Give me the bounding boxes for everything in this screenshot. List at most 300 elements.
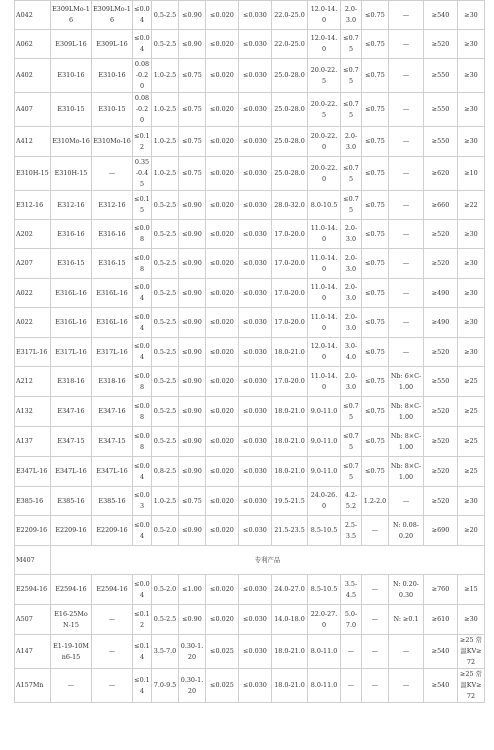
table-cell: ≤0.04 bbox=[133, 30, 152, 59]
table-cell: 2.0-3.0 bbox=[341, 308, 362, 338]
table-cell: — bbox=[389, 338, 424, 367]
table-row-note bbox=[15, 546, 485, 575]
table-cell: ≥550 bbox=[424, 127, 458, 157]
table-cell: 0.5-2.5 bbox=[152, 605, 179, 635]
table-cell: ≥520 bbox=[424, 487, 458, 516]
table-cell: ≤0.75 bbox=[362, 338, 389, 367]
table-cell: ≤0.030 bbox=[239, 308, 272, 338]
table-cell: ≤0.030 bbox=[239, 669, 272, 703]
table-cell: ≥30 bbox=[458, 605, 485, 635]
table-cell: ≤0.020 bbox=[206, 191, 239, 220]
table-cell: ≤0.90 bbox=[179, 457, 206, 487]
table-cell: 1.0-2.5 bbox=[152, 93, 179, 127]
table-cell: E347L-16 bbox=[51, 457, 92, 487]
table-cell: 17.0-20.0 bbox=[272, 279, 308, 308]
table-cell: 0.08-0.20 bbox=[133, 59, 152, 93]
table-cell: ≥25 bbox=[458, 457, 485, 487]
table-row bbox=[15, 308, 485, 338]
table-cell: ≥490 bbox=[424, 308, 458, 338]
table-cell: ≤0.030 bbox=[239, 220, 272, 249]
table-cell: 2.0-3.0 bbox=[341, 127, 362, 157]
table-cell: ≤0.75 bbox=[341, 30, 362, 59]
table-cell: ≥520 bbox=[424, 427, 458, 457]
table-cell: E385-16 bbox=[51, 487, 92, 516]
composition-table bbox=[14, 0, 485, 703]
table-cell: E2209-16 bbox=[51, 516, 92, 546]
table-cell: E316L-16 bbox=[92, 308, 133, 338]
table-cell: A022 bbox=[15, 308, 51, 338]
table-cell: E309LMo-16 bbox=[92, 1, 133, 30]
table-cell: A157Mn bbox=[15, 669, 51, 703]
table-cell: ≤0.75 bbox=[362, 191, 389, 220]
table-cell: ≤0.90 bbox=[179, 308, 206, 338]
table-cell: 21.5-23.5 bbox=[272, 516, 308, 546]
table-cell: ≥520 bbox=[424, 457, 458, 487]
table-cell: ≥30 bbox=[458, 279, 485, 308]
table-cell: ≤0.020 bbox=[206, 93, 239, 127]
table-row bbox=[15, 127, 485, 157]
table-cell: 0.5-2.5 bbox=[152, 279, 179, 308]
table-cell: ≥520 bbox=[424, 249, 458, 279]
table-cell: ≤0.08 bbox=[133, 220, 152, 249]
table-cell: E316L-16 bbox=[92, 279, 133, 308]
table-cell: ≥30 bbox=[458, 338, 485, 367]
table-cell: Nb: 8×C-1.00 bbox=[389, 397, 424, 427]
table-cell: 1.2-2.0 bbox=[362, 487, 389, 516]
table-cell: 12.0-14.0 bbox=[308, 338, 341, 367]
table-cell: 1.0-2.5 bbox=[152, 127, 179, 157]
table-cell: ≤0.04 bbox=[133, 279, 152, 308]
table-cell: 0.5-2.0 bbox=[152, 516, 179, 546]
table-cell: ≤0.020 bbox=[206, 427, 239, 457]
table-cell: 0.5-2.5 bbox=[152, 338, 179, 367]
table-cell: 0.5-2.5 bbox=[152, 427, 179, 457]
table-cell: — bbox=[341, 635, 362, 669]
table-cell: 20.0-22.5 bbox=[308, 93, 341, 127]
table-cell: ≤0.90 bbox=[179, 249, 206, 279]
table-cell: E1-19-10Mn6-15 bbox=[51, 635, 92, 669]
table-row bbox=[15, 279, 485, 308]
table-cell: ≤0.75 bbox=[362, 427, 389, 457]
table-cell: ≤0.75 bbox=[362, 1, 389, 30]
table-cell: 0.5-2.5 bbox=[152, 367, 179, 397]
table-cell: ≥30 bbox=[458, 93, 485, 127]
table-cell: 18.0-21.0 bbox=[272, 669, 308, 703]
table-cell: E316-16 bbox=[92, 220, 133, 249]
table-cell: E317L-16 bbox=[92, 338, 133, 367]
table-cell: 8.5-10.5 bbox=[308, 516, 341, 546]
table-cell: E310-16 bbox=[92, 59, 133, 93]
table-cell: ≤0.020 bbox=[206, 605, 239, 635]
table-cell: E310-15 bbox=[51, 93, 92, 127]
table-cell: 18.0-21.0 bbox=[272, 635, 308, 669]
table-cell: ≥25 bbox=[458, 427, 485, 457]
table-cell: A022 bbox=[15, 279, 51, 308]
table-cell: ≤0.75 bbox=[362, 249, 389, 279]
table-cell: — bbox=[389, 308, 424, 338]
table-body bbox=[15, 1, 485, 703]
table-cell: ≤0.030 bbox=[239, 516, 272, 546]
table-cell: — bbox=[92, 157, 133, 191]
table-cell: E310Mo-16 bbox=[51, 127, 92, 157]
table-cell: ≥30 bbox=[458, 30, 485, 59]
table-cell: — bbox=[389, 59, 424, 93]
table-cell: 2.0-3.0 bbox=[341, 367, 362, 397]
table-cell: 24.0-27.0 bbox=[272, 575, 308, 605]
table-cell: E309L-16 bbox=[51, 30, 92, 59]
table-row bbox=[15, 397, 485, 427]
table-cell: E316L-16 bbox=[51, 308, 92, 338]
table-cell: 11.0-14.0 bbox=[308, 367, 341, 397]
table-cell: ≥540 bbox=[424, 669, 458, 703]
table-cell: — bbox=[341, 669, 362, 703]
table-cell: — bbox=[92, 605, 133, 635]
table-cell: N: 0.08-0.20 bbox=[389, 516, 424, 546]
table-cell: ≤0.020 bbox=[206, 249, 239, 279]
table-cell: E2209-16 bbox=[15, 516, 51, 546]
table-cell: ≤0.020 bbox=[206, 575, 239, 605]
table-cell: ≤0.14 bbox=[133, 669, 152, 703]
table-cell: — bbox=[389, 487, 424, 516]
table-cell: 11.0-14.0 bbox=[308, 279, 341, 308]
table-cell: 3.5-7.0 bbox=[152, 635, 179, 669]
table-cell: ≤0.025 bbox=[206, 635, 239, 669]
table-cell: 2.0-3.0 bbox=[341, 279, 362, 308]
table-cell: ≤0.04 bbox=[133, 575, 152, 605]
table-cell: — bbox=[389, 191, 424, 220]
table-cell: 19.5-21.5 bbox=[272, 487, 308, 516]
table-cell: ≤0.90 bbox=[179, 516, 206, 546]
table-cell: — bbox=[389, 220, 424, 249]
table-cell: E317L-16 bbox=[51, 338, 92, 367]
table-cell: E318-16 bbox=[92, 367, 133, 397]
table-cell: 3.0-4.0 bbox=[341, 338, 362, 367]
table-cell: ≤0.75 bbox=[362, 157, 389, 191]
table-cell: 25.0-28.0 bbox=[272, 59, 308, 93]
table-cell: ≤0.030 bbox=[239, 367, 272, 397]
table-cell: ≥540 bbox=[424, 635, 458, 669]
table-cell: ≤0.90 bbox=[179, 367, 206, 397]
table-cell: 8.0-10.5 bbox=[308, 191, 341, 220]
table-cell: ≤1.00 bbox=[179, 575, 206, 605]
table-cell: A212 bbox=[15, 367, 51, 397]
table-cell: ≤0.75 bbox=[341, 457, 362, 487]
table-cell: ≥760 bbox=[424, 575, 458, 605]
table-cell: 12.0-14.0 bbox=[308, 1, 341, 30]
table-cell: ≥30 bbox=[458, 59, 485, 93]
table-cell: — bbox=[389, 635, 424, 669]
table-cell: 8.0-11.0 bbox=[308, 669, 341, 703]
table-cell: 9.0-11.0 bbox=[308, 457, 341, 487]
table-cell: E385-16 bbox=[92, 487, 133, 516]
table-cell: ≤0.030 bbox=[239, 59, 272, 93]
table-cell: 22.0-25.0 bbox=[272, 1, 308, 30]
table-cell: ≤0.75 bbox=[362, 367, 389, 397]
table-cell: ≥30 bbox=[458, 308, 485, 338]
table-cell: ≤0.030 bbox=[239, 157, 272, 191]
table-cell: E385-16 bbox=[15, 487, 51, 516]
table-cell: ≤0.75 bbox=[362, 30, 389, 59]
table-cell: ≥25 bbox=[458, 397, 485, 427]
table-cell: ≤0.04 bbox=[133, 1, 152, 30]
table-cell: E16-25MoN-15 bbox=[51, 605, 92, 635]
table-cell: 1.0-2.5 bbox=[152, 59, 179, 93]
table-cell: ≤0.030 bbox=[239, 279, 272, 308]
table-cell: 18.0-21.0 bbox=[272, 397, 308, 427]
table-cell: ≥520 bbox=[424, 338, 458, 367]
table-cell: ≤0.030 bbox=[239, 487, 272, 516]
table-cell: ≤0.030 bbox=[239, 457, 272, 487]
table-cell: E312-16 bbox=[51, 191, 92, 220]
table-cell: 9.0-11.0 bbox=[308, 427, 341, 457]
table-cell: ≥550 bbox=[424, 367, 458, 397]
table-cell: — bbox=[362, 575, 389, 605]
table-cell: ≥620 bbox=[424, 157, 458, 191]
table-cell: ≤0.030 bbox=[239, 93, 272, 127]
table-cell: ≥25 常温KV≥72 bbox=[458, 635, 485, 669]
table-cell: ≤0.75 bbox=[362, 127, 389, 157]
table-cell: 17.0-20.0 bbox=[272, 367, 308, 397]
table-cell: 2.0-3.0 bbox=[341, 249, 362, 279]
table-cell: ≤0.08 bbox=[133, 367, 152, 397]
table-cell: 28.0-32.0 bbox=[272, 191, 308, 220]
table-cell: ≤0.030 bbox=[239, 575, 272, 605]
table-cell: 0.30-1.20 bbox=[179, 669, 206, 703]
table-cell: ≤0.020 bbox=[206, 457, 239, 487]
table-cell: ≤0.90 bbox=[179, 397, 206, 427]
table-row bbox=[15, 605, 485, 635]
table-cell: — bbox=[362, 635, 389, 669]
table-cell: ≥25 常温KV≥72 bbox=[458, 669, 485, 703]
table-cell: M407 bbox=[15, 546, 51, 575]
table-cell: ≤0.75 bbox=[341, 59, 362, 93]
table-cell: A507 bbox=[15, 605, 51, 635]
table-cell: ≤0.75 bbox=[341, 397, 362, 427]
table-cell: — bbox=[389, 249, 424, 279]
table-cell: E2594-16 bbox=[92, 575, 133, 605]
table-cell: ≤0.030 bbox=[239, 191, 272, 220]
table-cell: 2.0-3.0 bbox=[341, 220, 362, 249]
table-cell: ≤0.030 bbox=[239, 30, 272, 59]
table-cell: ≤0.90 bbox=[179, 427, 206, 457]
table-cell: 0.5-2.5 bbox=[152, 1, 179, 30]
table-cell: ≥10 bbox=[458, 157, 485, 191]
table-cell: ≤0.75 bbox=[179, 157, 206, 191]
table-cell: A147 bbox=[15, 635, 51, 669]
table-row bbox=[15, 635, 485, 669]
table-cell: Nb: 8×C-1.00 bbox=[389, 427, 424, 457]
table-cell: E347-16 bbox=[92, 397, 133, 427]
table-cell: ≤0.030 bbox=[239, 397, 272, 427]
table-cell: ≤0.75 bbox=[179, 59, 206, 93]
table-cell: ≤0.75 bbox=[362, 279, 389, 308]
table-cell: ≤0.90 bbox=[179, 1, 206, 30]
table-cell: ≤0.030 bbox=[239, 127, 272, 157]
table-cell: ≥550 bbox=[424, 93, 458, 127]
table-cell: A402 bbox=[15, 59, 51, 93]
table-cell: ≥520 bbox=[424, 30, 458, 59]
table-cell: ≥660 bbox=[424, 191, 458, 220]
table-cell: ≤0.75 bbox=[362, 397, 389, 427]
table-cell: ≤0.75 bbox=[341, 191, 362, 220]
table-row bbox=[15, 93, 485, 127]
table-cell: 7.0-9.5 bbox=[152, 669, 179, 703]
table-row bbox=[15, 669, 485, 703]
table-cell: A412 bbox=[15, 127, 51, 157]
table-cell: E309L-16 bbox=[92, 30, 133, 59]
table-cell: — bbox=[389, 279, 424, 308]
table-cell: 11.0-14.0 bbox=[308, 249, 341, 279]
table-cell: ≤0.020 bbox=[206, 397, 239, 427]
table-cell: ≤0.08 bbox=[133, 427, 152, 457]
table-cell: ≤0.90 bbox=[179, 220, 206, 249]
table-cell: 14.0-18.0 bbox=[272, 605, 308, 635]
table-cell: ≤0.90 bbox=[179, 338, 206, 367]
table-cell: A207 bbox=[15, 249, 51, 279]
table-cell: ≥690 bbox=[424, 516, 458, 546]
table-cell: ≤0.15 bbox=[133, 191, 152, 220]
table-cell: E347L-16 bbox=[15, 457, 51, 487]
table-cell: 18.0-21.0 bbox=[272, 338, 308, 367]
table-cell: ≤0.04 bbox=[133, 457, 152, 487]
table-cell: ≥25 bbox=[458, 367, 485, 397]
table-cell: E312-16 bbox=[92, 191, 133, 220]
table-row bbox=[15, 367, 485, 397]
table-cell: 17.0-20.0 bbox=[272, 220, 308, 249]
table-cell: A042 bbox=[15, 1, 51, 30]
table-cell: ≤0.020 bbox=[206, 220, 239, 249]
table-cell: ≥540 bbox=[424, 1, 458, 30]
table-row bbox=[15, 249, 485, 279]
table-cell: 17.0-20.0 bbox=[272, 249, 308, 279]
table-row bbox=[15, 30, 485, 59]
table-cell: ≤0.020 bbox=[206, 157, 239, 191]
table-row bbox=[15, 157, 485, 191]
table-cell: E2209-16 bbox=[92, 516, 133, 546]
table-cell: ≤0.04 bbox=[133, 338, 152, 367]
table-cell: 3.5-4.5 bbox=[341, 575, 362, 605]
table-cell: 20.0-22.0 bbox=[308, 157, 341, 191]
table-row bbox=[15, 1, 485, 30]
table-cell: ≤0.04 bbox=[133, 308, 152, 338]
table-cell: ≤0.020 bbox=[206, 308, 239, 338]
table-cell: ≤0.030 bbox=[239, 605, 272, 635]
table-cell: ≤0.08 bbox=[133, 397, 152, 427]
table-cell: — bbox=[389, 127, 424, 157]
table-cell-note: 专利产品 bbox=[51, 546, 485, 575]
table-cell: 0.5-2.5 bbox=[152, 397, 179, 427]
table-cell: E310H-15 bbox=[15, 157, 51, 191]
table-cell: Nb: 6×C-1.00 bbox=[389, 367, 424, 397]
table-cell: ≤0.75 bbox=[341, 93, 362, 127]
table-cell: ≥30 bbox=[458, 1, 485, 30]
table-cell: 25.0-28.0 bbox=[272, 157, 308, 191]
table-cell: ≥22 bbox=[458, 191, 485, 220]
table-cell: 0.35-0.45 bbox=[133, 157, 152, 191]
table-cell: ≤0.020 bbox=[206, 30, 239, 59]
table-row bbox=[15, 59, 485, 93]
table-cell: A132 bbox=[15, 397, 51, 427]
table-cell: 8.0-11.0 bbox=[308, 635, 341, 669]
table-cell: — bbox=[92, 635, 133, 669]
table-cell: — bbox=[389, 30, 424, 59]
table-cell: 22.0-27.0 bbox=[308, 605, 341, 635]
table-cell: ≤0.75 bbox=[179, 127, 206, 157]
table-cell: ≥30 bbox=[458, 127, 485, 157]
table-cell: ≤0.12 bbox=[133, 127, 152, 157]
table-cell: ≤0.75 bbox=[341, 427, 362, 457]
table-cell: ≤0.04 bbox=[133, 516, 152, 546]
table-cell: ≤0.020 bbox=[206, 516, 239, 546]
table-cell: E2594-16 bbox=[51, 575, 92, 605]
table-cell: 0.08-0.20 bbox=[133, 93, 152, 127]
table-cell: A407 bbox=[15, 93, 51, 127]
table-cell: ≤0.030 bbox=[239, 635, 272, 669]
table-cell: E2594-16 bbox=[15, 575, 51, 605]
table-cell: — bbox=[362, 605, 389, 635]
table-cell: 25.0-28.0 bbox=[272, 93, 308, 127]
table-cell: A062 bbox=[15, 30, 51, 59]
table-cell: ≥30 bbox=[458, 487, 485, 516]
table-cell: 8.5-10.5 bbox=[308, 575, 341, 605]
table-cell: ≤0.020 bbox=[206, 367, 239, 397]
table-cell: ≤0.020 bbox=[206, 338, 239, 367]
table-cell: E316-15 bbox=[92, 249, 133, 279]
table-row bbox=[15, 487, 485, 516]
table-cell: 0.5-2.5 bbox=[152, 30, 179, 59]
table-cell: 0.5-2.5 bbox=[152, 191, 179, 220]
table-cell: ≤0.030 bbox=[239, 249, 272, 279]
table-cell: 20.0-22.5 bbox=[308, 59, 341, 93]
table-row bbox=[15, 457, 485, 487]
table-cell: 18.0-21.0 bbox=[272, 427, 308, 457]
table-cell: ≤0.025 bbox=[206, 669, 239, 703]
table-row bbox=[15, 338, 485, 367]
table-cell: E309LMo-16 bbox=[51, 1, 92, 30]
table-cell: — bbox=[389, 157, 424, 191]
table-cell: 12.0-14.0 bbox=[308, 30, 341, 59]
table-cell: — bbox=[51, 669, 92, 703]
table-cell: ≤0.75 bbox=[179, 487, 206, 516]
table-cell: ≤0.75 bbox=[362, 59, 389, 93]
table-cell: 0.5-2.5 bbox=[152, 308, 179, 338]
table-cell: 11.0-14.0 bbox=[308, 308, 341, 338]
table-cell: 20.0-22.0 bbox=[308, 127, 341, 157]
table-cell: — bbox=[92, 669, 133, 703]
table-cell: — bbox=[362, 669, 389, 703]
table-cell: — bbox=[362, 516, 389, 546]
table-cell: — bbox=[389, 669, 424, 703]
table-cell: ≤0.90 bbox=[179, 605, 206, 635]
table-row bbox=[15, 427, 485, 457]
table-cell: E310-15 bbox=[92, 93, 133, 127]
table-cell: ≥15 bbox=[458, 575, 485, 605]
table-cell: N: 0.20-0.30 bbox=[389, 575, 424, 605]
table-cell: ≤0.020 bbox=[206, 59, 239, 93]
table-cell: ≥490 bbox=[424, 279, 458, 308]
table-row bbox=[15, 220, 485, 249]
table-cell: ≤0.030 bbox=[239, 1, 272, 30]
table-cell: ≤0.14 bbox=[133, 635, 152, 669]
table-cell: ≤0.75 bbox=[362, 220, 389, 249]
table-cell: 9.0-11.0 bbox=[308, 397, 341, 427]
table-cell: — bbox=[389, 93, 424, 127]
table-cell: ≤0.90 bbox=[179, 191, 206, 220]
table-cell: ≥520 bbox=[424, 397, 458, 427]
table-cell: E347-15 bbox=[92, 427, 133, 457]
table-cell: A137 bbox=[15, 427, 51, 457]
table-cell: N: ≥0.1 bbox=[389, 605, 424, 635]
